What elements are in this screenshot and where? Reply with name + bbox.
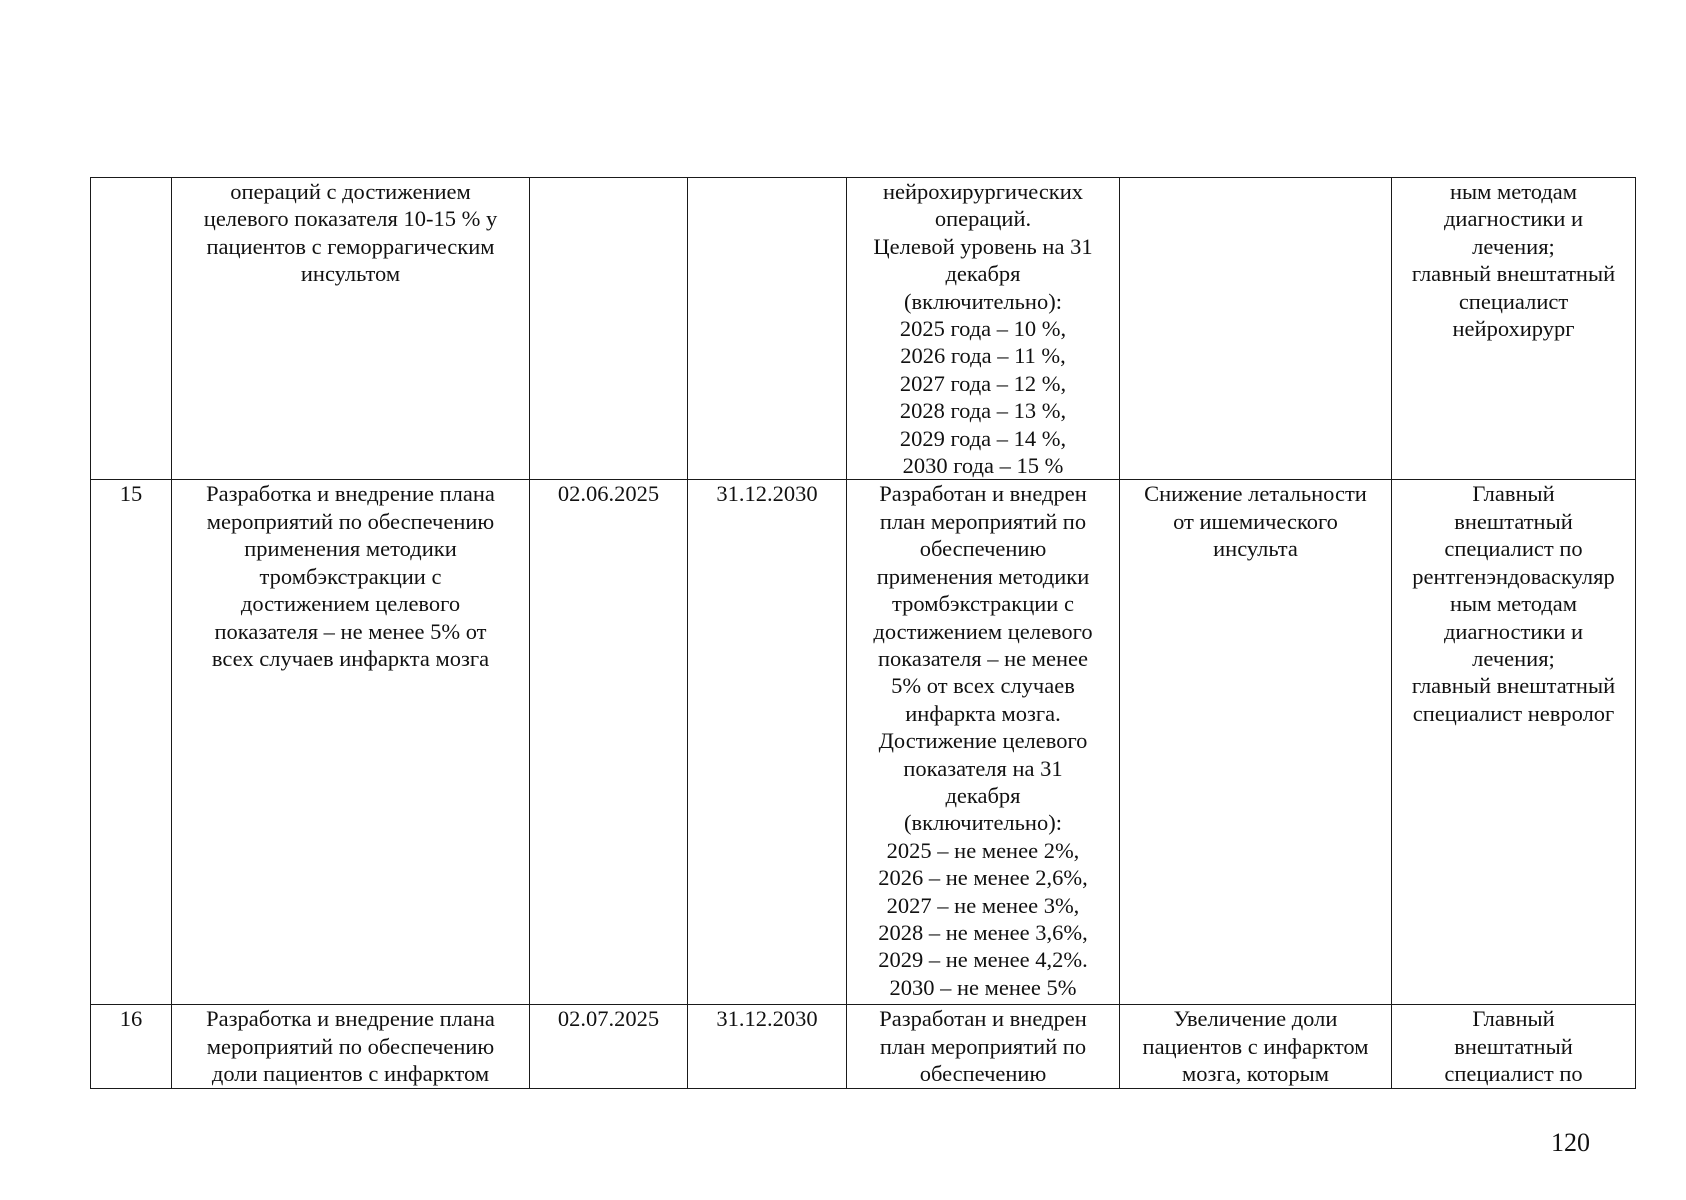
result-text: нейрохирургических операций. Целевой уровень на 31 декабря (включительно): 2025 года – 10 %, 2026 года – 11 %, 2027 года – 12 %, 2028 года – 13 %, 2029 года – 14 %, 2030 года – 15 %: [873, 179, 1093, 479]
activities-table: [90, 177, 1636, 1089]
table-row: [91, 1005, 1636, 1089]
result-cell: [847, 178, 1120, 480]
indicator-cell: [1120, 178, 1392, 480]
activity-cell: [172, 178, 530, 480]
row-number-cell: [91, 178, 172, 480]
activity-cell: [172, 1005, 530, 1089]
start-date: 02.06.2025: [557, 481, 660, 507]
activity-text: Разработка и внедрение плана мероприятий по обеспечению доли пациентов с инфарктом: [206, 1006, 495, 1087]
responsible-text: Главный внештатный специалист по рентгенэндоваскуляр ным методам диагностики и лечения; главный внештатный специалист невролог: [1411, 481, 1616, 726]
end-date: 31.12.2030: [716, 1006, 818, 1032]
end-date-cell: [688, 1005, 847, 1089]
responsible-text: ным методам диагностики и лечения; главный внештатный специалист нейрохирург: [1411, 179, 1616, 342]
end-date-cell: [688, 480, 847, 1005]
result-text: Разработан и внедрен план мероприятий по обеспечению применения методики тромбэкстракции с достижением целевого показателя – не менее 5% от всех случаев инфаркта мозга. Достижение целевого показателя на 31 декабря (включительно): 2025 – не менее 2%, 2026 – не менее 2,6%, 2027 – не менее 3%, 2028 – не менее 3,6%, 2029 – не менее 4,2%. 2030 – не менее 5%: [873, 481, 1093, 1000]
result-cell: [847, 1005, 1120, 1089]
row-number-cell: [91, 1005, 172, 1089]
start-date-cell: [530, 480, 688, 1005]
activity-cell: [172, 480, 530, 1005]
row-number: 15: [119, 481, 143, 507]
start-date-cell: [530, 1005, 688, 1089]
row-number: 16: [119, 1006, 143, 1032]
activity-text: Разработка и внедрение плана мероприятий по обеспечению применения методики тромбэкстракции с достижением целевого показателя – не менее 5% от всех случаев инфаркта мозга: [206, 481, 495, 671]
table-row: [91, 178, 1636, 480]
start-date-cell: [530, 178, 688, 480]
activity-text: операций с достижением целевого показателя 10-15 % у пациентов с геморрагическим инсультом: [203, 179, 498, 287]
end-date-cell: [688, 178, 847, 480]
indicator-text: Увеличение доли пациентов с инфарктом мозга, которым: [1142, 1006, 1369, 1087]
result-cell: [847, 480, 1120, 1005]
indicator-cell: [1120, 480, 1392, 1005]
page-number: 120: [1551, 1128, 1590, 1157]
table-row: [91, 480, 1636, 1005]
start-date: 02.07.2025: [557, 1006, 660, 1032]
responsible-text: Главный внештатный специалист по: [1444, 1006, 1583, 1087]
responsible-cell: [1392, 480, 1636, 1005]
indicator-cell: [1120, 1005, 1392, 1089]
responsible-cell: [1392, 178, 1636, 480]
responsible-cell: [1392, 1005, 1636, 1089]
indicator-text: Снижение летальности от ишемического инсульта: [1144, 481, 1367, 562]
row-number-cell: [91, 480, 172, 1005]
result-text: Разработан и внедрен план мероприятий по обеспечению: [879, 1006, 1087, 1087]
end-date: 31.12.2030: [716, 481, 818, 507]
